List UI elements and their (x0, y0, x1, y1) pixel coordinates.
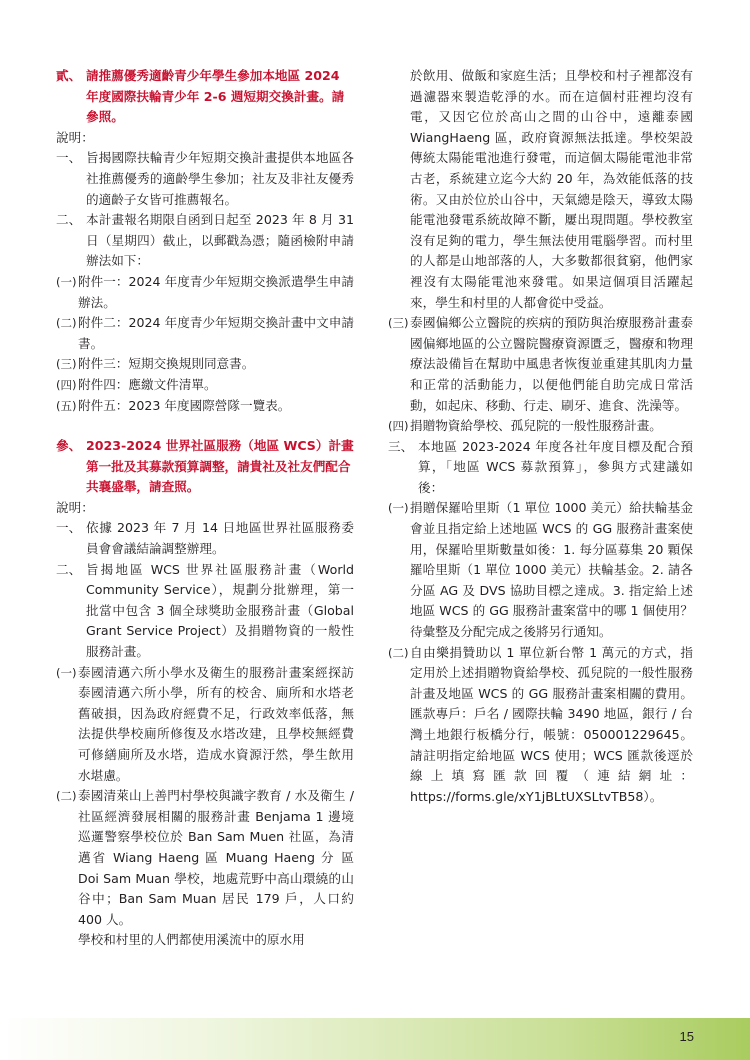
section-3-number: 參、 (56, 438, 82, 454)
section-3-item (388, 437, 693, 499)
sub-number: (二) (56, 316, 77, 331)
continuation-text: 於飲用、做飯和家庭生活；且學校和村子裡都沒有過濾器來製造乾淨的水。而在這個村莊裡均沒有電，又因它位於高山之間的山谷中，遠離泰國 WiangHaeng 區，政府資源無法抵達。學校架設傳統太陽能電池進行發電，而這個太陽能電池非常古老，系統建立迄今大約 20 年，為效能低落的技術。又由於位於山谷中，天氣總是陰天，導致太陽能電池發電系統故障不斷，屢出現問題。學校教室沒有足夠的電力，學生無法使用電腦學習。而村里的人都是山地部落的人，大多數都很貧窮，他們家裡沒有太陽能電池來發電。如果這個項目活躍起來，學生和村里的人都會從中受益。 (410, 68, 693, 310)
sub-number: (二) (56, 789, 77, 804)
sub-text: 泰國清邁六所小學水及衛生的服務計畫案經探訪泰國清邁六所小學，所有的校舍、廁所和水塔老舊破損，因為政府經費不足，行政效率低落，無法提供學校廁所修復及水塔改建，且學校無經費可修繕廁所及水塔，造成水資源汙然，學生飲用水堪慮。 (78, 664, 354, 783)
project-item-continued (56, 930, 354, 951)
item-number: 二、 (56, 561, 82, 577)
project-item (56, 663, 354, 787)
item-number: 一、 (56, 150, 82, 166)
item-text: 本計畫報名期限自函到日起至 2023 年 8 月 31 日（星期四）截止，以郵戳為憑；隨函檢附申請辦法如下： (86, 212, 354, 269)
item-text: 旨揭地區 WCS 世界社區服務計畫（World Community Service），規劃分批辦理，第一批當中包含 3 個全球獎助金服務計畫（Global Grant Service Project）及捐贈物資的一般性服務計畫。 (86, 561, 354, 660)
right-column (388, 66, 693, 807)
sub-text: 附件二：2024 年度青少年短期交換計畫中文申請書。 (78, 315, 354, 351)
indent (56, 930, 78, 951)
footer-gradient-bar (0, 1018, 750, 1060)
section-2-heading (56, 66, 354, 128)
project-item (388, 416, 693, 437)
attachment-item (56, 313, 354, 354)
sub-text: 自由樂捐贊助以 1 單位新台幣 1 萬元的方式，指定用於上述捐贈物資給學校、孤兒院的一般性服務計畫及地區 WCS 的 GG 服務計畫案相關的費用。匯款專戶：戶名 / 國際扶輪 3490 地區，銀行 / 台灣土地銀行板橋分行，帳號：050001229645。請註明指定給地區 WCS 使用；WCS 匯款後逕於線上填寫匯款回覆（連結網址：https://forms.gle/xY1jBLtUXSLtvTB58）。 (410, 644, 693, 804)
section-2-item (56, 210, 354, 272)
sub-number: (五) (56, 398, 77, 413)
section-3-title: 2023-2024 世界社區服務（地區 WCS）計畫第一批及其募款預算調整，請貴社及社友們配合共襄盛舉，請查照。 (86, 438, 354, 495)
item-number: 三、 (388, 438, 414, 454)
sub-text: 泰國清萊山上善門村學校與識字教育 / 水及衛生 / 社區經濟發展相關的服務計畫 Benjama 1 邊境巡邏警察學校位於 Ban Sam Muen 社區，為清邁省 Wiang Haeng 區 Muang Haeng 分 區 Doi Sam Muan 學校，地處荒野中高山環繞的山谷中；Ban Sam Muan 居民 179 戶，人口約 400 人。 (78, 788, 354, 927)
page-number: 15 (679, 1029, 694, 1044)
sub-text: 捐贈物資給學校、孤兒院的一般性服務計畫。 (410, 418, 662, 434)
sub-text: 附件四：應繳文件清單。 (78, 376, 217, 392)
section-3-note-label: 說明： (56, 499, 94, 515)
item-text: 依據 2023 年 7 月 14 日地區世界社區服務委員會會議結論調整辦理。 (86, 520, 354, 557)
sub-number: (一) (56, 665, 77, 680)
sub-text: 附件一：2024 年度青少年短期交換派遣學生申請辦法。 (78, 273, 354, 310)
sub-number: (二) (388, 645, 409, 660)
section-2-title: 請推薦優秀適齡青少年學生參加本地區 2024 年度國際扶輪青少年 2-6 週短期交換計畫。請參照。 (86, 68, 345, 125)
sub-text: 泰國偏鄉公立醫院的疾病的預防與治療服務計畫泰國偏鄉地區的公立醫院醫療資源匱乏，醫療和物理療法設備旨在幫助中風患者恢復並重建其肌肉力量和正常的活動能力，以便他們能自助完成日常活動，如起床、移動、行走、刷牙、進食、洗澡等。 (410, 315, 693, 413)
participation-item (388, 643, 693, 808)
section-3-item (56, 560, 354, 663)
section-3-heading (56, 436, 354, 498)
sub-number: (三) (56, 357, 77, 372)
sub-number: (一) (388, 501, 409, 516)
indent (388, 66, 410, 313)
section-2-note-label: 說明： (56, 129, 94, 145)
section-2-item (56, 148, 354, 210)
item-text: 旨揭國際扶輪青少年短期交換計畫提供本地區各社推薦優秀的適齡學生參加；社友及非社友優秀的適齡子女皆可推薦報名。 (86, 150, 354, 207)
left-column (56, 66, 354, 951)
sub-text: 附件五：2023 年度國際營隊一覽表。 (78, 397, 291, 413)
attachment-item (56, 354, 354, 375)
section-spacer (56, 416, 354, 436)
section-3-item (56, 518, 354, 559)
sub-number: (三) (388, 316, 409, 331)
project-item (56, 786, 354, 930)
sub-number: (四) (56, 377, 77, 392)
sub-number: (四) (388, 419, 409, 434)
attachment-item (56, 375, 354, 396)
attachment-item (56, 396, 354, 417)
sub-number: (一) (56, 274, 77, 289)
participation-item (388, 498, 693, 642)
item-text: 本地區 2023-2024 年度各社年度目標及配合預算，「地區 WCS 募款預算」，參與方式建議如後： (418, 438, 693, 495)
sub-text: 捐贈保羅哈里斯（1 單位 1000 美元）給扶輪基金會並且指定給上述地區 WCS 的 GG 服務計畫案使用，保羅哈里斯數量如後：1. 每分區募集 20 顆保羅哈里斯（1 單位 1000 美元）扶輪基金。2. 請各分區 AG 及 DVS 協助目標之達成。3. 指定給上述地區 WCS 的 GG 服務計畫案當中的哪 1 個使用？待彙整及分配完成之後將另行通知。 (410, 500, 693, 640)
sub-text-continuation: 學校和村里的人們都使用溪流中的原水用 (78, 932, 305, 948)
project-item-continued (388, 66, 693, 313)
item-number: 一、 (56, 520, 82, 536)
attachment-item (56, 272, 354, 313)
sub-text: 附件三：短期交換規則同意書。 (78, 356, 255, 372)
section-2-number: 貳、 (56, 68, 82, 83)
project-item (388, 313, 693, 416)
item-number: 二、 (56, 212, 82, 228)
